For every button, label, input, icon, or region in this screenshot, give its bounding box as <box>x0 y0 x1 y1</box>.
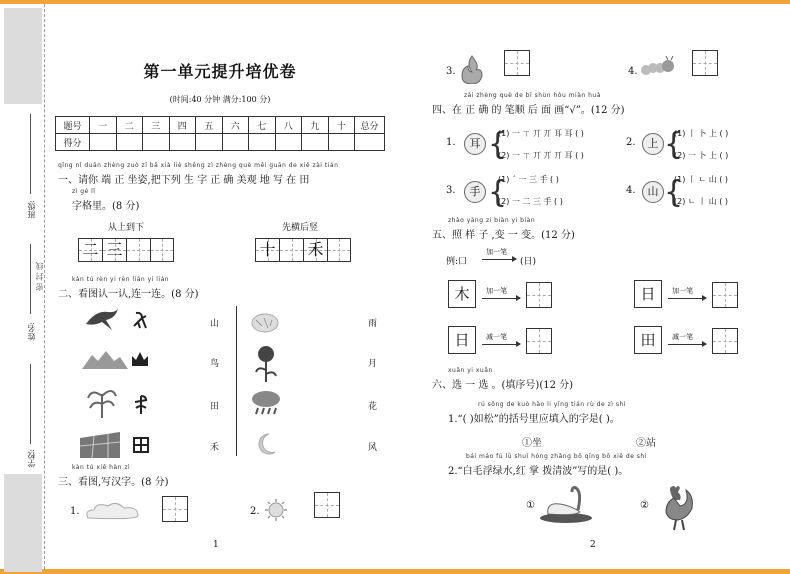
q6-item2-option[interactable]: ② <box>640 500 649 511</box>
stroke-option[interactable]: (2) 一 ㄒ 丌 丌 丌 耳 ( ) <box>498 151 584 160</box>
q1-pinyin-2: zì gé lǐ <box>72 188 96 195</box>
q1-text-2: 字格里。(8 分) <box>72 201 140 212</box>
arrow-icon <box>482 344 520 345</box>
q6-text: 六、选 一 选 。(填序号)(12 分) <box>432 380 574 391</box>
stroke-option[interactable]: (1) 一 ㄒ 丌 丌 耳 耳 ( ) <box>498 129 584 138</box>
answer-box[interactable] <box>712 282 738 308</box>
stroke-char-circle: 耳 <box>464 133 486 155</box>
q2-pinyin: kàn tú rèn yi rèn lián yi lián <box>72 276 170 283</box>
q3-item-number: 2. <box>250 506 260 517</box>
answer-box[interactable] <box>692 50 718 76</box>
tianzige-cell[interactable]: 十 <box>255 238 279 262</box>
source-char-box: 木 <box>448 280 476 308</box>
q6-item2-pinyin: bái máo fú lǜ shuǐ hóng zhǎng bō qīng bō xiě de shì <box>466 453 647 460</box>
match-char-left: 田 <box>210 402 220 412</box>
match-char-right: 雨 <box>368 319 378 329</box>
tianzige-cell[interactable] <box>150 238 174 262</box>
arrow-icon <box>482 259 516 260</box>
mountain-picture <box>82 349 128 371</box>
cloud-picture <box>84 500 142 522</box>
school-label: 学校: <box>27 449 36 468</box>
flower-picture <box>254 344 278 384</box>
transform-action: 加一笔 <box>486 287 507 295</box>
brace-icon: { <box>488 175 508 210</box>
q5-example-result: (日) <box>520 257 537 267</box>
caterpillar-picture <box>640 56 676 78</box>
flower-bud-picture <box>250 312 280 334</box>
q4-item-number: 4. <box>626 185 636 196</box>
q6-item1-text: 1.“( )如松”的括号里应填入的字是( )。 <box>448 414 620 425</box>
sun-picture <box>264 498 288 522</box>
rice-plant-picture <box>84 384 120 420</box>
q3-item-number: 1. <box>70 506 80 517</box>
q4-item-number: 2. <box>626 137 636 148</box>
bottom-border <box>0 569 790 574</box>
score-col: 七 <box>249 117 276 134</box>
answer-box[interactable] <box>712 328 738 354</box>
stroke-char-circle: 上 <box>642 133 664 155</box>
q6-item1-option[interactable]: ②站 <box>636 438 656 449</box>
answer-box[interactable] <box>526 282 552 308</box>
q5-example-action: 加一笔 <box>486 248 507 256</box>
tianzige-cell[interactable]: 二 <box>78 238 102 262</box>
bird-picture <box>82 304 122 334</box>
stroke-option[interactable]: (2) 一 卜 上 ( ) <box>674 151 729 160</box>
tianzige-cell[interactable] <box>126 238 150 262</box>
stroke-option[interactable]: (1) 丨 卜 上 ( ) <box>674 129 729 138</box>
score-col: 八 <box>275 117 302 134</box>
q6-item1-pinyin: rú sōng de kuò hào li yīng tián rù de zì shì <box>478 401 626 408</box>
ancient-grain-glyph <box>132 394 150 416</box>
q6-item1-option[interactable]: ①坐 <box>522 438 542 449</box>
score-col: 三 <box>143 117 170 134</box>
score-cell[interactable] <box>169 134 196 151</box>
tianzige-cell[interactable] <box>327 238 351 262</box>
score-header-label: 题号 <box>56 117 90 134</box>
brace-icon: { <box>488 127 508 162</box>
match-char-left: 山 <box>210 319 220 329</box>
q1-grid-2 <box>255 238 351 262</box>
source-char-box: 日 <box>448 326 476 354</box>
exam-title: 第一单元提升培优卷 <box>143 62 297 81</box>
exam-subtitle: (时间:40 分钟 满分:100 分) <box>169 95 271 104</box>
q1-grid-1 <box>78 238 174 262</box>
arrow-icon <box>482 298 520 299</box>
q5-example-prefix: 例:口 <box>446 257 468 267</box>
seal-line-label: 密 封 线 <box>35 262 44 292</box>
q5-text: 五、照 样 子 ,变 一 变。(12 分) <box>432 230 575 241</box>
q6-item2-option[interactable]: ① <box>526 500 535 511</box>
score-col: 五 <box>196 117 223 134</box>
page-number: 1 <box>213 540 219 550</box>
q1-text: 一、请你 端 正 坐姿,把下列 生 字 正 确 美观 地 写 在 田 <box>58 175 310 186</box>
score-col: 十 <box>328 117 355 134</box>
q2-text: 二、看图认一认,连一连。(8 分) <box>58 289 199 300</box>
score-col: 四 <box>169 117 196 134</box>
class-field-line <box>30 114 31 194</box>
binding-strip <box>0 4 44 569</box>
ancient-bird-glyph <box>130 310 150 330</box>
ancient-mountain-glyph <box>130 350 150 368</box>
brace-icon: { <box>664 127 684 162</box>
page-2 <box>430 4 785 569</box>
score-table <box>55 116 385 151</box>
q4-item-number: 1. <box>446 137 456 148</box>
fire-picture <box>460 54 484 84</box>
score-cell[interactable] <box>275 134 302 151</box>
arrow-icon <box>668 298 706 299</box>
q2-divider <box>236 306 237 456</box>
class-label: 班级: <box>27 200 36 219</box>
answer-box[interactable] <box>504 50 530 76</box>
score-col: 二 <box>116 117 143 134</box>
match-char-right: 月 <box>368 359 378 369</box>
score-cell[interactable] <box>143 134 170 151</box>
score-col: 九 <box>302 117 329 134</box>
stroke-option[interactable]: (2) ㄴ 丨 山 ( ) <box>674 197 729 206</box>
page-number: 2 <box>590 540 596 550</box>
match-char-right: 风 <box>368 443 378 453</box>
q4-text: 四、在 正 确 的 笔顺 后 面 画“√”。(12 分) <box>432 105 625 116</box>
field-picture <box>80 432 120 458</box>
score-cell[interactable] <box>355 134 385 151</box>
score-col: 一 <box>90 117 117 134</box>
match-char-right: 花 <box>368 402 378 412</box>
stroke-char-circle: 山 <box>642 181 664 203</box>
transform-action: 加一笔 <box>672 287 693 295</box>
ancient-field-glyph <box>132 436 150 454</box>
arrow-icon <box>668 344 706 345</box>
stroke-option[interactable]: (1) 丨 ㄴ 山 ( ) <box>674 175 729 184</box>
binding-cut-line <box>44 4 45 569</box>
score-cell[interactable] <box>249 134 276 151</box>
transform-action: 减一笔 <box>672 333 693 341</box>
q3-item-number: 4. <box>628 66 638 77</box>
tianzige-cell[interactable]: 禾 <box>303 238 327 262</box>
stroke-char-circle: 手 <box>464 181 486 203</box>
score-row-label: 得分 <box>56 134 90 151</box>
stroke-option[interactable]: (1) ˊ 一 三 手 ( ) <box>498 175 559 184</box>
rooster-picture <box>654 482 696 532</box>
q4-item-number: 3. <box>446 185 456 196</box>
q4-pinyin: zài zhèng què de bǐ shùn hòu miàn huà <box>464 92 601 99</box>
swan-picture <box>538 482 594 524</box>
match-char-left: 禾 <box>210 443 220 453</box>
crescent-moon-picture <box>255 432 277 456</box>
score-col: 六 <box>222 117 249 134</box>
q3-text: 三、看图,写汉字。(8 分) <box>58 477 169 488</box>
score-cell[interactable] <box>116 134 143 151</box>
score-col-total: 总分 <box>355 117 385 134</box>
stroke-option[interactable]: (2) 一 二 三 手 ( ) <box>498 197 563 206</box>
source-char-box: 田 <box>634 326 662 354</box>
binding-block-bottom <box>4 474 42 572</box>
q5-pinyin: zhào yàng zi biàn yi biàn <box>448 217 536 224</box>
name-field-line <box>30 244 31 314</box>
score-cell[interactable] <box>90 134 117 151</box>
score-cell[interactable] <box>328 134 355 151</box>
score-cell[interactable] <box>196 134 223 151</box>
binding-block-top <box>4 8 42 104</box>
rain-cloud-picture <box>250 390 282 418</box>
q6-pinyin: xuǎn yi xuǎn <box>448 367 493 374</box>
q6-item2-text: 2.“白毛浮绿水,红 掌 拨清波”写的是( )。 <box>448 466 629 477</box>
q1-pinyin: qǐng nǐ duān zhèng zuò zī bǎ xià liè shēng zì zhèng què měi guān de xiě zài tián <box>58 162 339 169</box>
match-char-left: 鸟 <box>210 359 220 369</box>
answer-box[interactable] <box>162 496 188 522</box>
page-1 <box>50 4 405 569</box>
transform-action: 减一笔 <box>486 333 507 341</box>
q3-item-number: 3. <box>446 66 456 77</box>
answer-box[interactable] <box>526 328 552 354</box>
tianzige-cell[interactable]: 三 <box>102 238 126 262</box>
q1-group2-label: 先横后竖 <box>282 223 319 233</box>
answer-box[interactable] <box>314 492 340 518</box>
source-char-box: 日 <box>634 280 662 308</box>
score-cell[interactable] <box>222 134 249 151</box>
brace-icon: { <box>664 175 684 210</box>
q3-pinyin: kàn tú xiě hàn zì <box>72 464 131 471</box>
tianzige-cell[interactable] <box>279 238 303 262</box>
name-label: 姓名: <box>27 322 36 341</box>
school-field-line <box>30 364 31 444</box>
score-cell[interactable] <box>302 134 329 151</box>
q1-group1-label: 从上到下 <box>108 223 145 233</box>
